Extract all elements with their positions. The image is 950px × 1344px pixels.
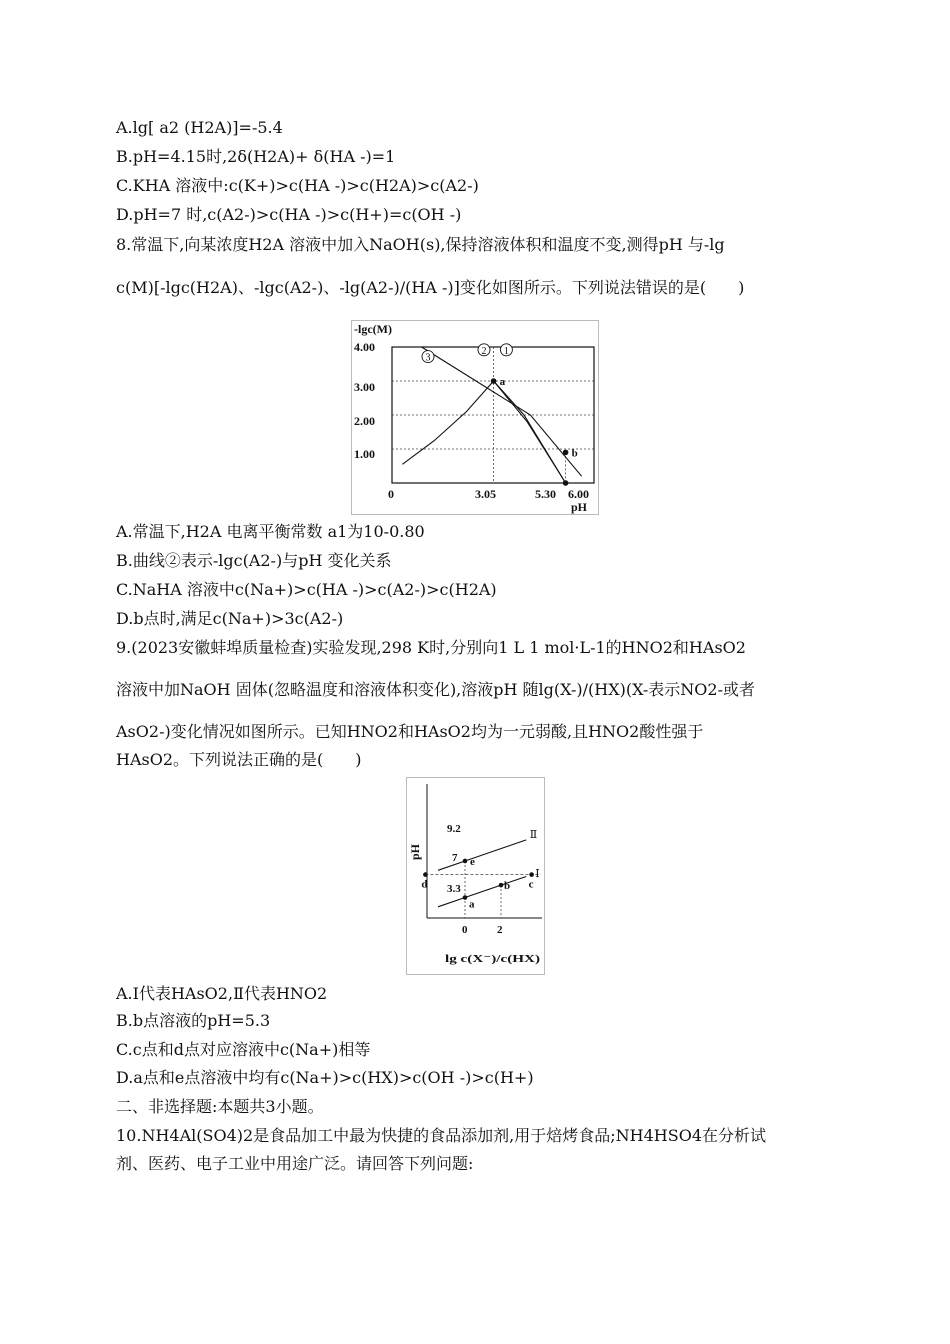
q8-xtick-600: 6.00: [568, 487, 589, 501]
q8-figure: [351, 320, 599, 515]
q8-stem-line1: 8.常温下,向某浓度H2A 溶液中加入NaOH(s),保持溶液体积和温度不变,测得pH 与-lg: [116, 235, 725, 254]
q8-point-label-a: a: [499, 376, 506, 388]
q8-ytick-1: 1.00: [354, 447, 375, 461]
q9-ytick-92: 9.2: [447, 823, 461, 835]
q9-figure: [406, 777, 545, 975]
q8-curve-2: [402, 381, 565, 483]
q9-point-b: [499, 883, 504, 888]
q7-option-b: B.pH=4.15时,2δ(H2A)+ δ(HA -)=1: [116, 147, 396, 166]
q9-point-d: [423, 872, 428, 877]
q8-chart: [352, 321, 598, 514]
q8-point-b: [563, 450, 569, 456]
q8-point-a: [491, 378, 497, 384]
q9-xtick-0: 0: [462, 924, 468, 936]
q9-xlabel: lg c(X⁻)/c(HX): [445, 953, 541, 965]
q9-option-d: D.a点和e点溶液中均有c(Na+)>c(HX)>c(OH -)>c(H+): [116, 1068, 534, 1087]
q9-stem-line1: 9.(2023安徽蚌埠质量检查)实验发现,298 K时,分别向1 L 1 mol·L-1的HNO2和HAsO2: [116, 638, 746, 657]
q10-stem-line2: 剂、医药、电子工业中用途广泛。请回答下列问题:: [116, 1154, 474, 1173]
q8-xtick-530: 5.30: [535, 487, 556, 501]
q8-xlabel: pH: [571, 500, 588, 514]
q9-point-e: [463, 859, 468, 864]
q8-curve-3: [422, 347, 582, 476]
q9-series-label-2: Ⅱ: [529, 829, 538, 842]
q8-point-end: [563, 480, 569, 486]
q9-ytick-7: 7: [452, 852, 458, 864]
q8-curve-1: [494, 381, 566, 483]
q9-point-a: [463, 895, 468, 900]
q8-point-label-b: b: [571, 447, 578, 460]
q9-option-c: C.c点和d点对应溶液中c(Na+)相等: [116, 1040, 371, 1059]
q9-chart: [407, 778, 544, 974]
q8-xtick-0: 0: [388, 487, 394, 501]
q9-ylabel: pH: [408, 843, 422, 860]
q8-ytick-4: 4.00: [354, 340, 375, 354]
q8-ytick-3: 3.00: [354, 380, 375, 394]
q9-ytick-33: 3.3: [447, 883, 461, 895]
q9-point-label-d: d: [421, 878, 428, 891]
q7-option-a: A.lg[ a2 (H2A)]=-5.4: [116, 118, 283, 137]
q9-stem-line4: HAsO2。下列说法正确的是( ): [116, 750, 362, 769]
section-heading: 二、非选择题:本题共3小题。: [116, 1097, 324, 1116]
q9-xtick-2: 2: [497, 924, 503, 936]
q9-option-a: A.Ⅰ代表HAsO2,Ⅱ代表HNO2: [116, 984, 328, 1003]
q8-series-label-3: 3: [425, 352, 431, 364]
q10-stem-line1: 10.NH4Al(SO4)2是食品加工中最为快捷的食品添加剂,用于焙烤食品;NH4HSO4在分析试: [116, 1126, 766, 1145]
q9-option-b: B.b点溶液的pH=5.3: [116, 1011, 271, 1030]
q9-point-label-c: c: [528, 878, 534, 891]
q9-point-label-b: b: [504, 880, 511, 893]
q7-option-c: C.KHA 溶液中:c(K+)>c(HA -)>c(H2A)>c(A2-): [116, 176, 479, 195]
q8-option-b: B.曲线②表示-lgc(A2-)与pH 变化关系: [116, 551, 392, 570]
q9-series-label-1: Ⅰ: [535, 868, 540, 881]
q8-series-label-2: 2: [481, 345, 487, 357]
q9-point-c: [529, 872, 534, 877]
q8-option-c: C.NaHA 溶液中c(Na+)>c(HA -)>c(A2-)>c(H2A): [116, 580, 497, 599]
q8-series-label-1: 1: [503, 345, 509, 357]
q8-ylabel: -lgc(M): [354, 322, 392, 336]
q8-option-d: D.b点时,满足c(Na+)>3c(A2-): [116, 609, 344, 628]
q9-stem-line3: AsO2-)变化情况如图所示。已知HNO2和HAsO2均为一元弱酸,且HNO2酸性强于: [116, 722, 704, 741]
q9-point-label-e: e: [470, 855, 475, 868]
q9-stem-line2: 溶液中加NaOH 固体(忽略温度和溶液体积变化),溶液pH 随lg(X-)/(HX)(X-表示NO2-或者: [116, 680, 756, 699]
q8-xtick-305: 3.05: [475, 487, 496, 501]
q9-point-label-a: a: [469, 898, 475, 911]
q7-option-d: D.pH=7 时,c(A2-)>c(HA -)>c(H+)=c(OH -): [116, 205, 462, 224]
q8-ytick-2: 2.00: [354, 414, 375, 428]
q8-option-a: A.常温下,H2A 电离平衡常数 a1为10-0.80: [116, 522, 425, 541]
q8-stem-line2: c(M)[-lgc(H2A)、-lgc(A2-)、-lg(A2-)/(HA -)]变化如图所示。下列说法错误的是( ): [116, 278, 745, 297]
